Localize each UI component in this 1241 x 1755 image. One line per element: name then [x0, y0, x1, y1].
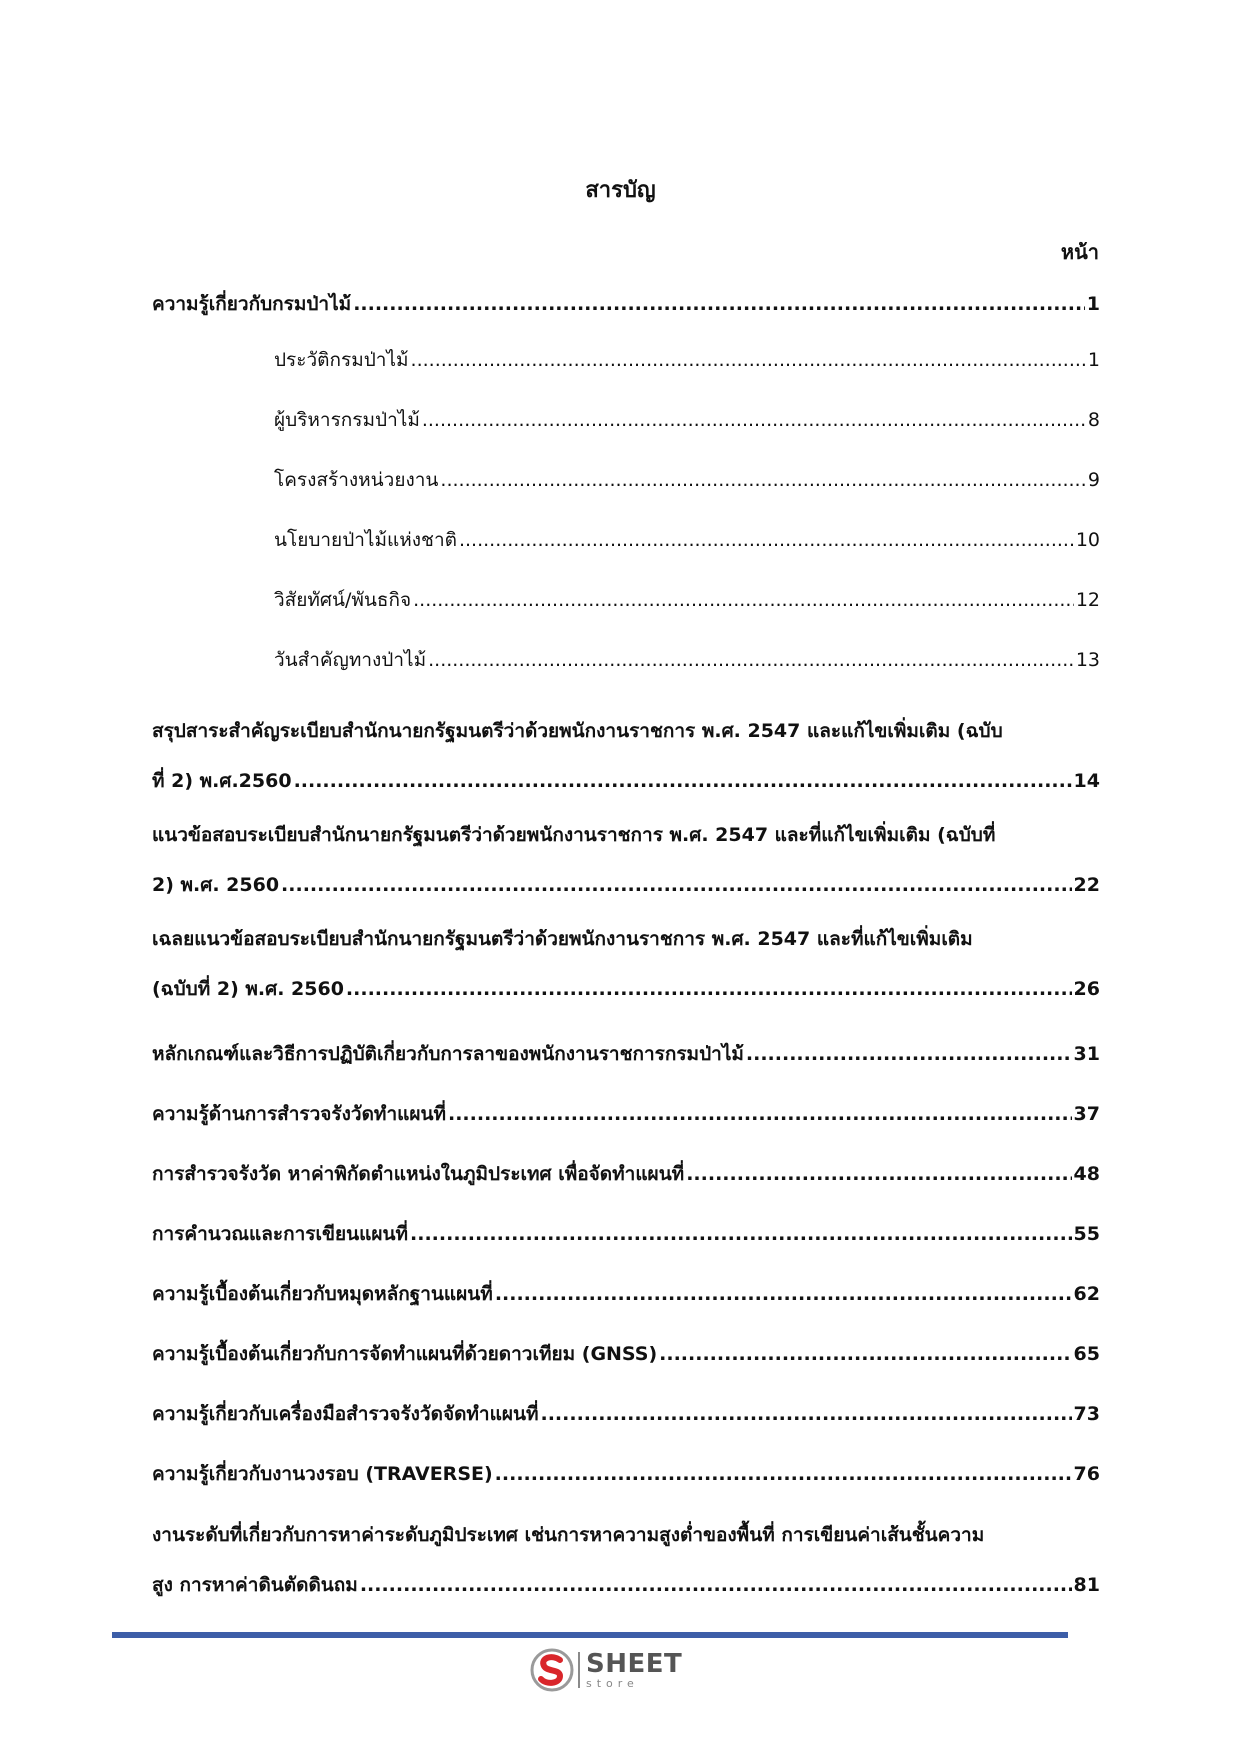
toc-entry-title-continued: สูง การหาค่าดินตัดดินถม [152, 1574, 358, 1596]
toc-page-number: 13 [1075, 649, 1100, 671]
logo-separator [578, 1652, 580, 1688]
toc-entry-title: ผู้บริหารกรมป่าไม้ [274, 409, 420, 431]
toc-entry[interactable] [152, 810, 1100, 910]
toc-entry-title: ความรู้เกี่ยวกับงานวงรอบ (TRAVERSE) [152, 1463, 493, 1485]
toc-page-number: 65 [1073, 1343, 1100, 1365]
dot-leader [440, 466, 1086, 494]
toc-entry[interactable] [152, 1510, 1100, 1610]
toc-page-number: 10 [1075, 529, 1100, 551]
toc-entry-title: หลักเกณฑ์และวิธีการปฏิบัติเกี่ยวกับการลาของพนักงานราชการกรมป่าไม้ [152, 1043, 744, 1065]
toc-page-number: 31 [1073, 1043, 1100, 1065]
page-column-header: หน้า [1060, 240, 1099, 264]
toc-page-number: 55 [1073, 1223, 1100, 1245]
logo-wordmark: SHEET [586, 1649, 683, 1679]
toc-entry-title: ความรู้เบื้องต้นเกี่ยวกับหมุดหลักฐานแผนที่ [152, 1283, 493, 1305]
toc-entry[interactable] [152, 706, 1100, 806]
dot-leader [422, 406, 1086, 434]
toc-page-number: 81 [1073, 1574, 1100, 1596]
toc-entry-title: ความรู้เบื้องต้นเกี่ยวกับการจัดทำแผนที่ด้วยดาวเทียม (GNSS) [152, 1343, 658, 1365]
sheet-store-s-icon [530, 1648, 574, 1692]
logo-subtext: store [586, 1677, 639, 1690]
toc-page-number: 9 [1087, 469, 1100, 491]
toc-entry-title: ความรู้ด้านการสำรวจรังวัดทำแผนที่ [152, 1103, 446, 1125]
dot-leader [353, 290, 1085, 318]
dot-leader [281, 860, 1072, 910]
toc-entry[interactable] [152, 1460, 1100, 1488]
toc-page-number: 22 [1073, 874, 1100, 896]
toc-entry-title: งานระดับที่เกี่ยวกับการหาค่าระดับภูมิประเทศ เช่นการหาความสูงต่ำของพื้นที่ การเขียนค่าเส้นชั้นความ [152, 1524, 985, 1546]
dot-leader [410, 1220, 1072, 1248]
toc-entry-title: เฉลยแนวข้อสอบระเบียบสำนักนายกรัฐมนตรีว่าด้วยพนักงานราชการ พ.ศ. 2547 และที่แก้ไขเพิ่มเติม [152, 928, 973, 950]
toc-entry-title: วันสำคัญทางป่าไม้ [274, 649, 427, 671]
toc-entry-title: โครงสร้างหน่วยงาน [274, 469, 439, 491]
toc-entry-title: ประวัติกรมป่าไม้ [274, 349, 409, 371]
toc-page-number: 48 [1073, 1163, 1100, 1185]
toc-entry[interactable] [152, 1220, 1100, 1248]
toc-subentry[interactable] [152, 526, 1100, 554]
dot-leader [360, 1560, 1072, 1610]
toc-page-number: 8 [1087, 409, 1100, 431]
toc-page-number: 14 [1073, 770, 1100, 792]
dot-leader [686, 1160, 1071, 1188]
toc-entry-title: ความรู้เกี่ยวกับกรมป่าไม้ [152, 293, 352, 315]
toc-page-number: 1 [1087, 349, 1100, 371]
toc-entry-title: นโยบายป่าไม้แห่งชาติ [274, 529, 457, 551]
dot-leader [459, 526, 1074, 554]
toc-entry-title-continued: ที่ 2) พ.ศ.2560 [152, 770, 292, 792]
toc-page-number: 1 [1086, 293, 1100, 315]
toc-entry-title: แนวข้อสอบระเบียบสำนักนายกรัฐมนตรีว่าด้วยพนักงานราชการ พ.ศ. 2547 และที่แก้ไขเพิ่มเติม (ฉบับที่ [152, 824, 996, 846]
toc-page-number: 73 [1073, 1403, 1100, 1425]
toc-entry-title: ความรู้เกี่ยวกับเครื่องมือสำรวจรังวัดจัดทำแผนที่ [152, 1403, 539, 1425]
toc-page-number: 76 [1073, 1463, 1100, 1485]
toc-entry[interactable] [152, 290, 1100, 318]
toc-entry-title-continued: (ฉบับที่ 2) พ.ศ. 2560 [152, 978, 344, 1000]
toc-page-number: 26 [1073, 978, 1100, 1000]
toc-entry[interactable] [152, 1280, 1100, 1308]
toc-entry[interactable] [152, 1040, 1100, 1068]
dot-leader [346, 964, 1072, 1014]
dot-leader [411, 346, 1086, 374]
dot-leader [413, 586, 1074, 614]
toc-entry[interactable] [152, 1160, 1100, 1188]
toc-subentry[interactable] [152, 346, 1100, 374]
toc-entry[interactable] [152, 914, 1100, 1014]
dot-leader [294, 756, 1072, 806]
dot-leader [659, 1340, 1071, 1368]
toc-page-number: 37 [1073, 1103, 1100, 1125]
toc-entry-title: วิสัยทัศน์/พันธกิจ [274, 589, 412, 611]
dot-leader [428, 646, 1074, 674]
dot-leader [495, 1280, 1072, 1308]
sheet-store-logo [530, 1648, 682, 1692]
dot-leader [448, 1100, 1072, 1128]
toc-page-number: 12 [1075, 589, 1100, 611]
toc-subentry[interactable] [152, 586, 1100, 614]
dot-leader [495, 1460, 1072, 1488]
dot-leader [746, 1040, 1072, 1068]
toc-entry[interactable] [152, 1100, 1100, 1128]
toc-subentry[interactable] [152, 406, 1100, 434]
dot-leader [541, 1400, 1072, 1428]
toc-entry[interactable] [152, 1400, 1100, 1428]
toc-entry-title: สรุปสาระสำคัญระเบียบสำนักนายกรัฐมนตรีว่าด้วยพนักงานราชการ พ.ศ. 2547 และแก้ไขเพิ่มเติม (ฉบับ [152, 720, 1003, 742]
toc-subentry[interactable] [152, 466, 1100, 494]
toc-subentry[interactable] [152, 646, 1100, 674]
toc-entry-title: การสำรวจรังวัด หาค่าพิกัดตำแหน่งในภูมิประเทศ เพื่อจัดทำแผนที่ [152, 1163, 685, 1185]
document-title: สารบัญ [585, 178, 656, 203]
toc-entry-title-continued: 2) พ.ศ. 2560 [152, 874, 280, 896]
footer-divider [112, 1632, 1068, 1638]
toc-entry[interactable] [152, 1340, 1100, 1368]
toc-page-number: 62 [1073, 1283, 1100, 1305]
toc-entry-title: การคำนวณและการเขียนแผนที่ [152, 1223, 409, 1245]
